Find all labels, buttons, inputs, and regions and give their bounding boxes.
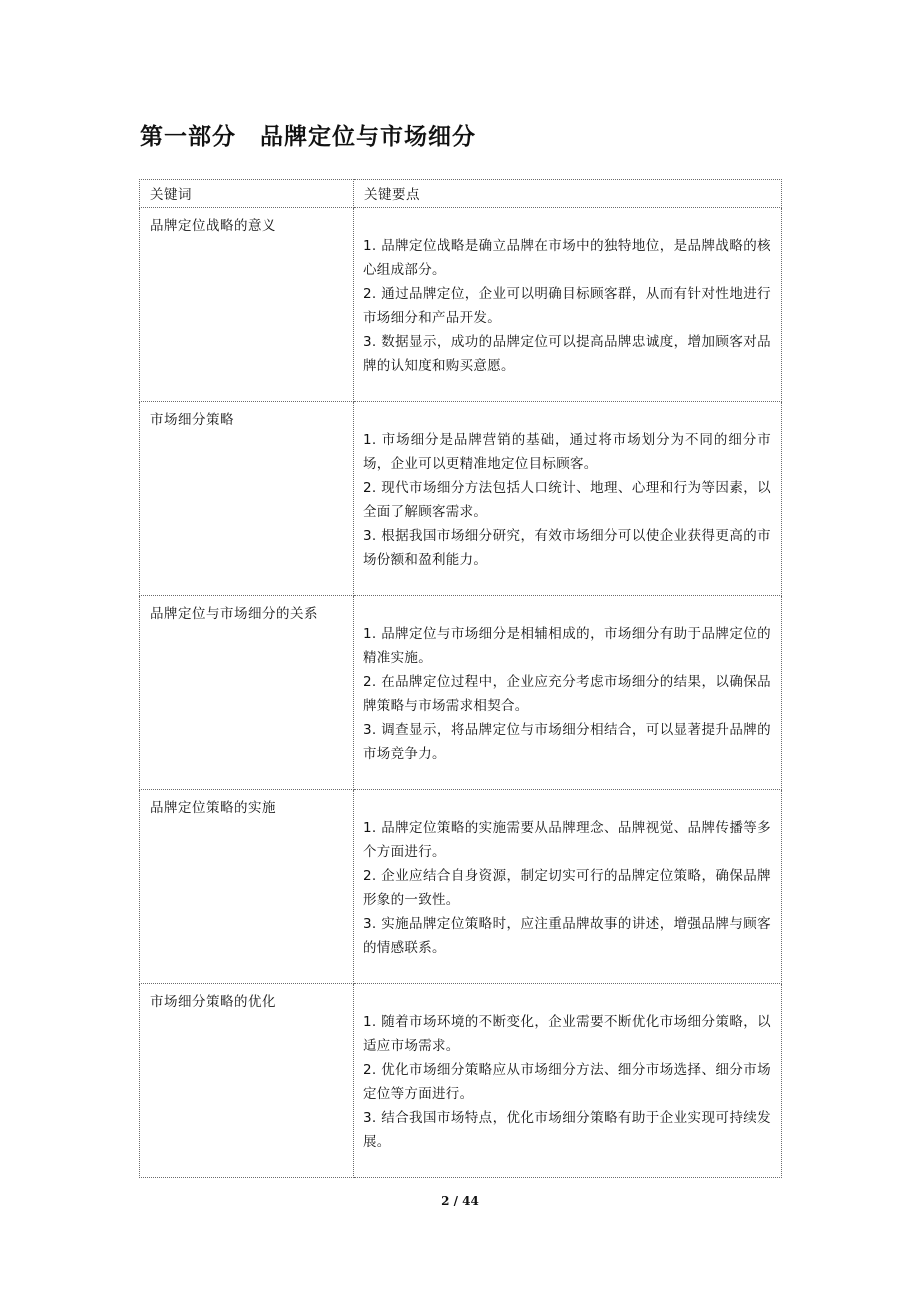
table-row <box>140 790 782 984</box>
key-point: 2. 现代市场细分方法包括人口统计、地理、心理和行为等因素，以全面了解顾客需求。 <box>363 480 771 520</box>
row-points <box>354 984 782 1178</box>
key-point: 1. 品牌定位策略的实施需要从品牌理念、品牌视觉、品牌传播等多个方面进行。 <box>363 820 771 860</box>
header-key-points: 关键要点 <box>354 180 782 208</box>
row-keyword: 市场细分策略 <box>140 402 354 596</box>
key-point: 2. 通过品牌定位，企业可以明确目标顾客群，从而有针对性地进行市场细分和产品开发。 <box>363 286 771 326</box>
key-point: 3. 实施品牌定位策略时，应注重品牌故事的讲述，增强品牌与顾客的情感联系。 <box>363 916 771 956</box>
key-point: 3. 根据我国市场细分研究，有效市场细分可以使企业获得更高的市场份额和盈利能力。 <box>363 528 771 568</box>
table-row <box>140 984 782 1178</box>
key-points-table <box>139 179 782 1178</box>
table-row <box>140 596 782 790</box>
row-keyword: 品牌定位策略的实施 <box>140 790 354 984</box>
key-point: 1. 品牌定位与市场细分是相辅相成的，市场细分有助于品牌定位的精准实施。 <box>363 626 771 666</box>
row-points <box>354 596 782 790</box>
row-points <box>354 208 782 402</box>
key-point: 2. 企业应结合自身资源，制定切实可行的品牌定位策略，确保品牌形象的一致性。 <box>363 868 771 908</box>
key-point: 3. 数据显示，成功的品牌定位可以提高品牌忠诚度，增加顾客对品牌的认知度和购买意愿。 <box>363 334 771 374</box>
key-point: 3. 调查显示，将品牌定位与市场细分相结合，可以显著提升品牌的市场竞争力。 <box>363 722 771 762</box>
key-point: 1. 随着市场环境的不断变化，企业需要不断优化市场细分策略，以适应市场需求。 <box>363 1014 771 1054</box>
row-points <box>354 402 782 596</box>
key-point: 3. 结合我国市场特点，优化市场细分策略有助于企业实现可持续发展。 <box>363 1110 771 1150</box>
row-keyword: 市场细分策略的优化 <box>140 984 354 1178</box>
row-keyword: 品牌定位战略的意义 <box>140 208 354 402</box>
row-points <box>354 790 782 984</box>
row-keyword: 品牌定位与市场细分的关系 <box>140 596 354 790</box>
table-row <box>140 402 782 596</box>
table-row <box>140 208 782 402</box>
key-point: 2. 优化市场细分策略应从市场细分方法、细分市场选择、细分市场定位等方面进行。 <box>363 1062 771 1102</box>
page-title: 第一部分 品牌定位与市场细分 <box>140 124 476 150</box>
key-point: 1. 市场细分是品牌营销的基础，通过将市场划分为不同的细分市场，企业可以更精准地定位目标顾客。 <box>363 432 771 472</box>
header-keyword: 关键词 <box>140 180 354 208</box>
key-point: 1. 品牌定位战略是确立品牌在市场中的独特地位，是品牌战略的核心组成部分。 <box>363 238 771 278</box>
table-header-row <box>140 180 782 208</box>
key-point: 2. 在品牌定位过程中，企业应充分考虑市场细分的结果，以确保品牌策略与市场需求相契合。 <box>363 674 771 714</box>
page-number: 2 / 44 <box>441 1194 479 1208</box>
